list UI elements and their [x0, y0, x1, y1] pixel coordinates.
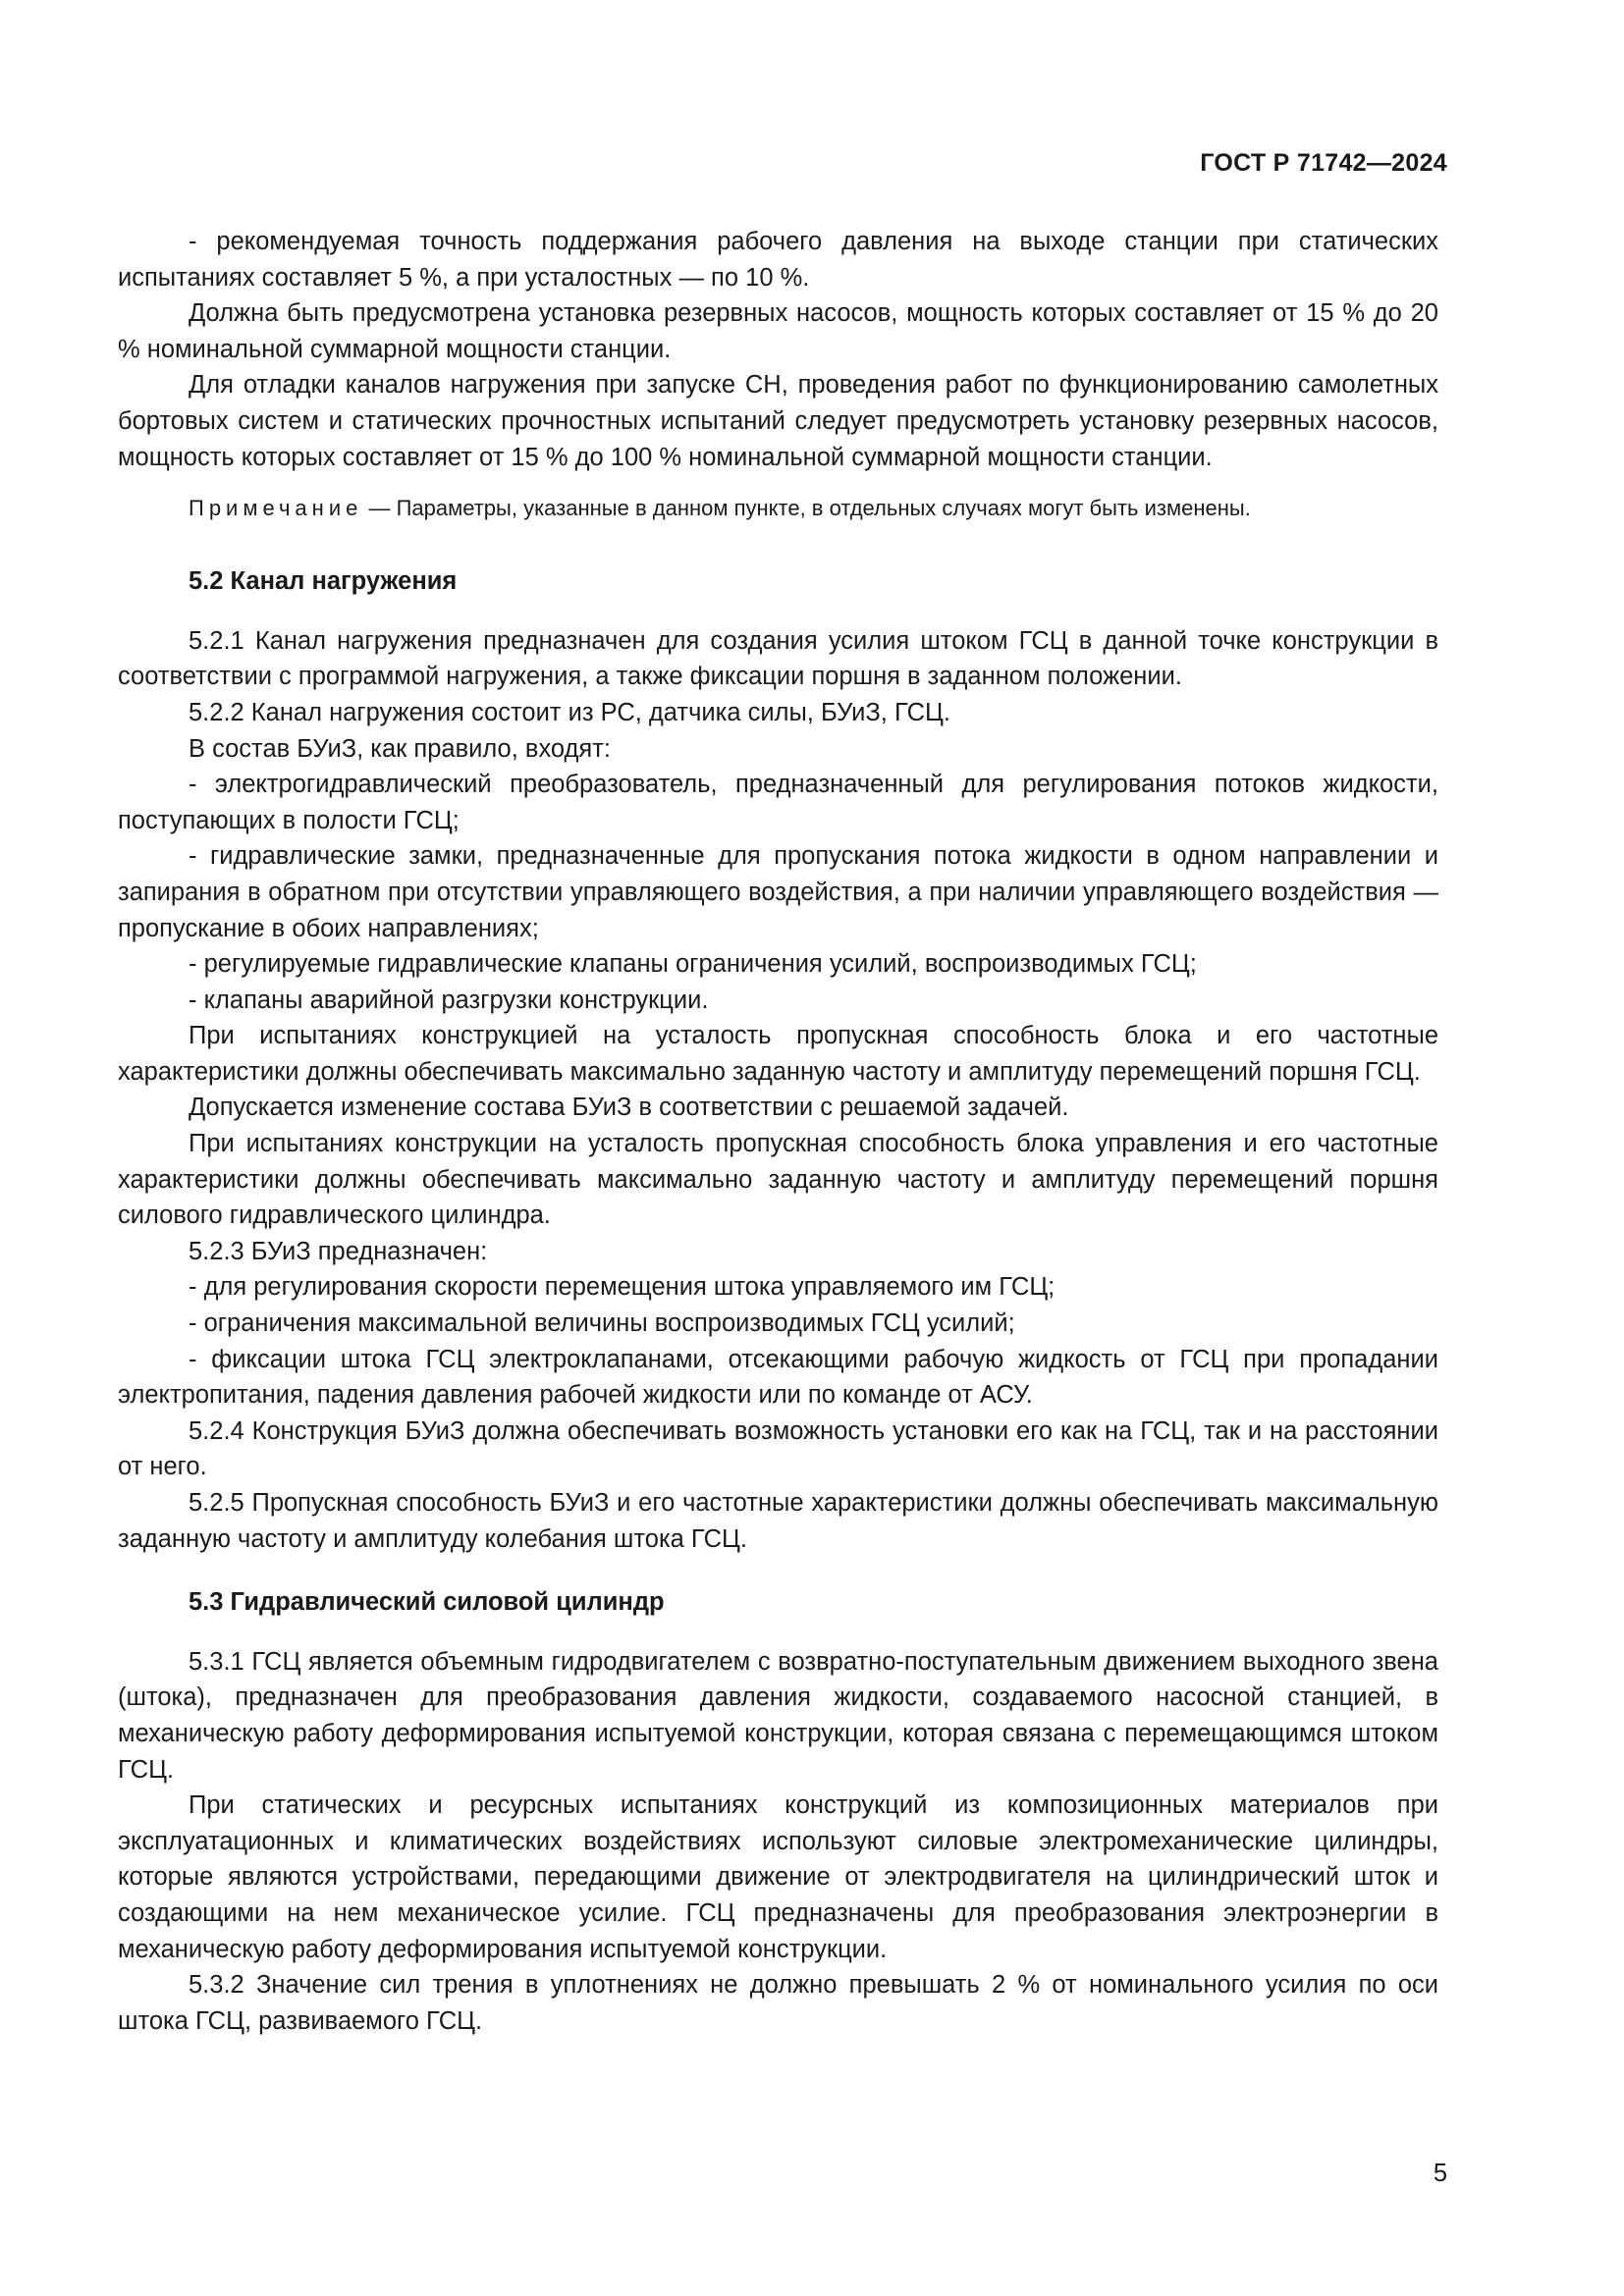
section-5-2-list-item: - гидравлические замки, предназначенные для пропускания потока жидкости в одном направлении и запирания в обратном при отсутствии управляющего воздействия, а при наличии управляющего воздействия — пропускание в обоих направлениях; [118, 842, 1438, 942]
section-5-2-paragraph: При испытаниях конструкцией на усталость пропускная способность блока и его частотные характеристики должны обеспечивать максимально заданную частоту и амплитуду перемещений поршня ГСЦ. [118, 1022, 1438, 1086]
document-body [118, 224, 1438, 2039]
note-text: — Параметры, указанные в данном пункте, в отдельных случаях могут быть изменены. [362, 496, 1251, 521]
section-5-2-paragraph: 5.2.1 Канал нагружения предназначен для создания усилия штоком ГСЦ в данной точке конструкции в соответствии с программой нагружения, а также фиксации поршня в заданном положении. [118, 626, 1438, 691]
section-5-2-paragraph: 5.2.5 Пропускная способность БУиЗ и его частотные характеристики должны обеспечивать максимальную заданную частоту и амплитуду колебания штока ГСЦ. [118, 1489, 1438, 1553]
document-header: ГОСТ Р 71742—2024 [1200, 149, 1447, 177]
section-5-2-paragraph: В состав БУиЗ, как правило, входят: [189, 734, 611, 763]
note-label: Примечание [189, 496, 363, 521]
section-5-3-paragraph: 5.3.2 Значение сил трения в уплотнениях не должно превышать 2 % от номинального усилия по оси штока ГСЦ, развиваемого ГСЦ. [118, 1971, 1438, 2035]
section-5-2-list-item: - фиксации штока ГСЦ электроклапанами, отсекающими рабочую жидкость от ГСЦ при пропадании электропитания, падения давления рабочей жидкости или по команде от АСУ. [118, 1345, 1438, 1410]
intro-paragraph-1: - рекомендуемая точность поддержания рабочего давления на выходе станции при статических испытаниях составляет 5 %, а при усталостных — по 10 %. [118, 228, 1438, 292]
section-5-2-list-item: - ограничения максимальной величины воспроизводимых ГСЦ усилий; [189, 1309, 1015, 1338]
page-number: 5 [1433, 2160, 1447, 2187]
section-5-2-paragraph: Допускается изменение состава БУиЗ в соответствии с решаемой задачей. [189, 1094, 1069, 1122]
section-5-3-paragraph: При статических и ресурсных испытаниях конструкций из композиционных материалов при эксплуатационных и климатических воздействиях используют силовые электромеханические цилиндры, которые являются устройствами, передающими движение от электродвигателя на цилиндрический шток и создающими на нем механическое усилие. ГСЦ предназначены для преобразования электроэнергии в механическую работу деформирования испытуемой конструкции. [118, 1791, 1438, 1963]
section-5-2-paragraph: При испытаниях конструкции на усталость пропускная способность блока управления и его частотные характеристики должны обеспечивать максимально заданную частоту и амплитуду перемещений поршня силового гидравлического цилиндра. [118, 1130, 1438, 1230]
intro-paragraph-2: Должна быть предусмотрена установка резервных насосов, мощность которых составляет от 15 % до 20 % номинальной суммарной мощности станции. [118, 299, 1438, 363]
section-5-2-list-item: - клапаны аварийной разгрузки конструкции. [189, 986, 709, 1014]
section-5-2-paragraph: 5.2.2 Канал нагружения состоит из РС, датчика силы, БУиЗ, ГСЦ. [189, 698, 951, 726]
section-5-3-paragraph: 5.3.1 ГСЦ является объемным гидродвигателем с возвратно-поступательным движением выходного звена (штока), предназначен для преобразования давления жидкости, создаваемого насосной станцией, в механическую работу деформирования испытуемой конструкции, которая связана с перемещающимся штоком ГСЦ. [118, 1647, 1438, 1784]
section-5-2-list-item: - электрогидравлический преобразователь, предназначенный для регулирования потоков жидкости, поступающих в полости ГСЦ; [118, 771, 1438, 834]
section-5-2-paragraph: 5.2.4 Конструкция БУиЗ должна обеспечивать возможность установки его как на ГСЦ, так и на расстоянии от него. [118, 1416, 1438, 1481]
section-heading-5-3: 5.3 Гидравлический силовой цилиндр [189, 1588, 665, 1617]
note-paragraph [118, 493, 1438, 524]
section-5-2-list-item: - регулируемые гидравлические клапаны ограничения усилий, воспроизводимых ГСЦ; [189, 950, 1197, 979]
section-5-2-paragraph: 5.2.3 БУиЗ предназначен: [189, 1237, 488, 1265]
section-5-2-list-item: - для регулирования скорости перемещения штока управляемого им ГСЦ; [189, 1273, 1056, 1302]
section-heading-5-2: 5.2 Канал нагружения [189, 567, 458, 596]
intro-paragraph-3: Для отладки каналов нагружения при запуске СН, проведения работ по функционированию самолетных бортовых систем и статических прочностных испытаний следует предусмотреть установку резервных насосов, мощность которых составляет от 15 % до 100 % номинальной суммарной мощности станции. [118, 371, 1438, 471]
